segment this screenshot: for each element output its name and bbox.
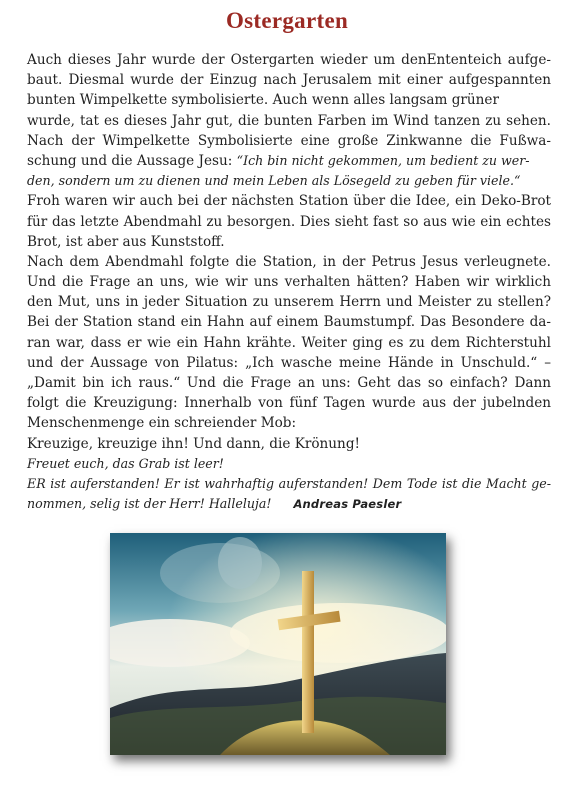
text-line: folgt die Kreuzigung: Innerhalb von fünf Tagen wurde aus der jubelnden [27, 395, 551, 412]
text-line: Kreuzige, kreuzige ihn! Und dann, die Krönung! [27, 435, 360, 452]
text-line: Brot, ist aber aus Kunststoff. [27, 233, 225, 250]
text-line: Menschenmenge ein schreiender Mob: [27, 415, 297, 432]
text-line: Nach der Wimpelkette Symbolisierte eine große Zinkwanne die Fußwa- [27, 132, 551, 149]
page-title: Ostergarten [225, 8, 349, 33]
easter-greeting: Freuet euch, das Grab ist leer! [27, 455, 224, 471]
bible-quote: “Ich bin nicht gekommen, um bedient zu wer- [236, 152, 530, 168]
text-segment: schung und die Aussage Jesu: [27, 152, 237, 169]
bible-quote-continued: den, sondern um zu dienen und mein Leben als Lösegeld zu geben für viele.“ [27, 173, 521, 189]
text-line: Bei der Station stand ein Hahn auf einem Baumstumpf. Das Besondere da- [27, 314, 551, 331]
text-line: für das letzte Abendmahl zu besorgen. Dies sieht fast so aus wie ein echtes [27, 213, 551, 230]
text-line: wurde, tat es dieses Jahr gut, die bunten Farben im Wind tanzen zu sehen. [27, 112, 551, 129]
text-line: Froh waren wir auch bei der nächsten Station über die Idee, ein Deko-Brot [27, 193, 551, 210]
text-line: und der Aussage von Pilatus: „Ich wasche meine Hände in Unschuld.“ – [27, 354, 551, 371]
text-line: baut. Diesmal wurde der Einzug nach Jerusalem mit einer aufgespannten [27, 72, 551, 89]
text-line: Nach dem Abendmahl folgte die Station, in der Petrus Jesus verleugnete. [27, 253, 551, 270]
text-line: den Mut, uns in jeder Situation zu unserem Herrn und Meister zu stellen? [27, 294, 551, 311]
author-signature: Andreas Paesler [293, 497, 402, 512]
closing-line [27, 494, 551, 514]
cross-painting-image [110, 533, 446, 755]
text-line: ran war, dass er wie ein Hahn krähte. Weiter ging es zu dem Richterstuhl [27, 334, 551, 351]
text-line: bunten Wimpelkette symbolisierte. Auch wenn alles langsam grüner [27, 92, 499, 109]
text-line: Auch dieses Jahr wurde der Ostergarten wieder um denEntenteich aufge- [27, 52, 551, 68]
article-body [27, 50, 551, 514]
easter-greeting: nommen, selig ist der Herr! Halleluja! [27, 496, 272, 512]
text-line-with-quote [27, 151, 551, 171]
text-line: Und die Frage an uns, wie wir uns verhalten hätten? Haben wir wirklich [27, 274, 551, 291]
text-line: „Damit bin ich raus.“ Und die Frage an uns: Geht das so einfach? Dann [27, 375, 551, 391]
easter-greeting: ER ist auferstanden! Er ist wahrhaftig auferstanden! Dem Tode ist die Macht ge- [27, 475, 551, 491]
